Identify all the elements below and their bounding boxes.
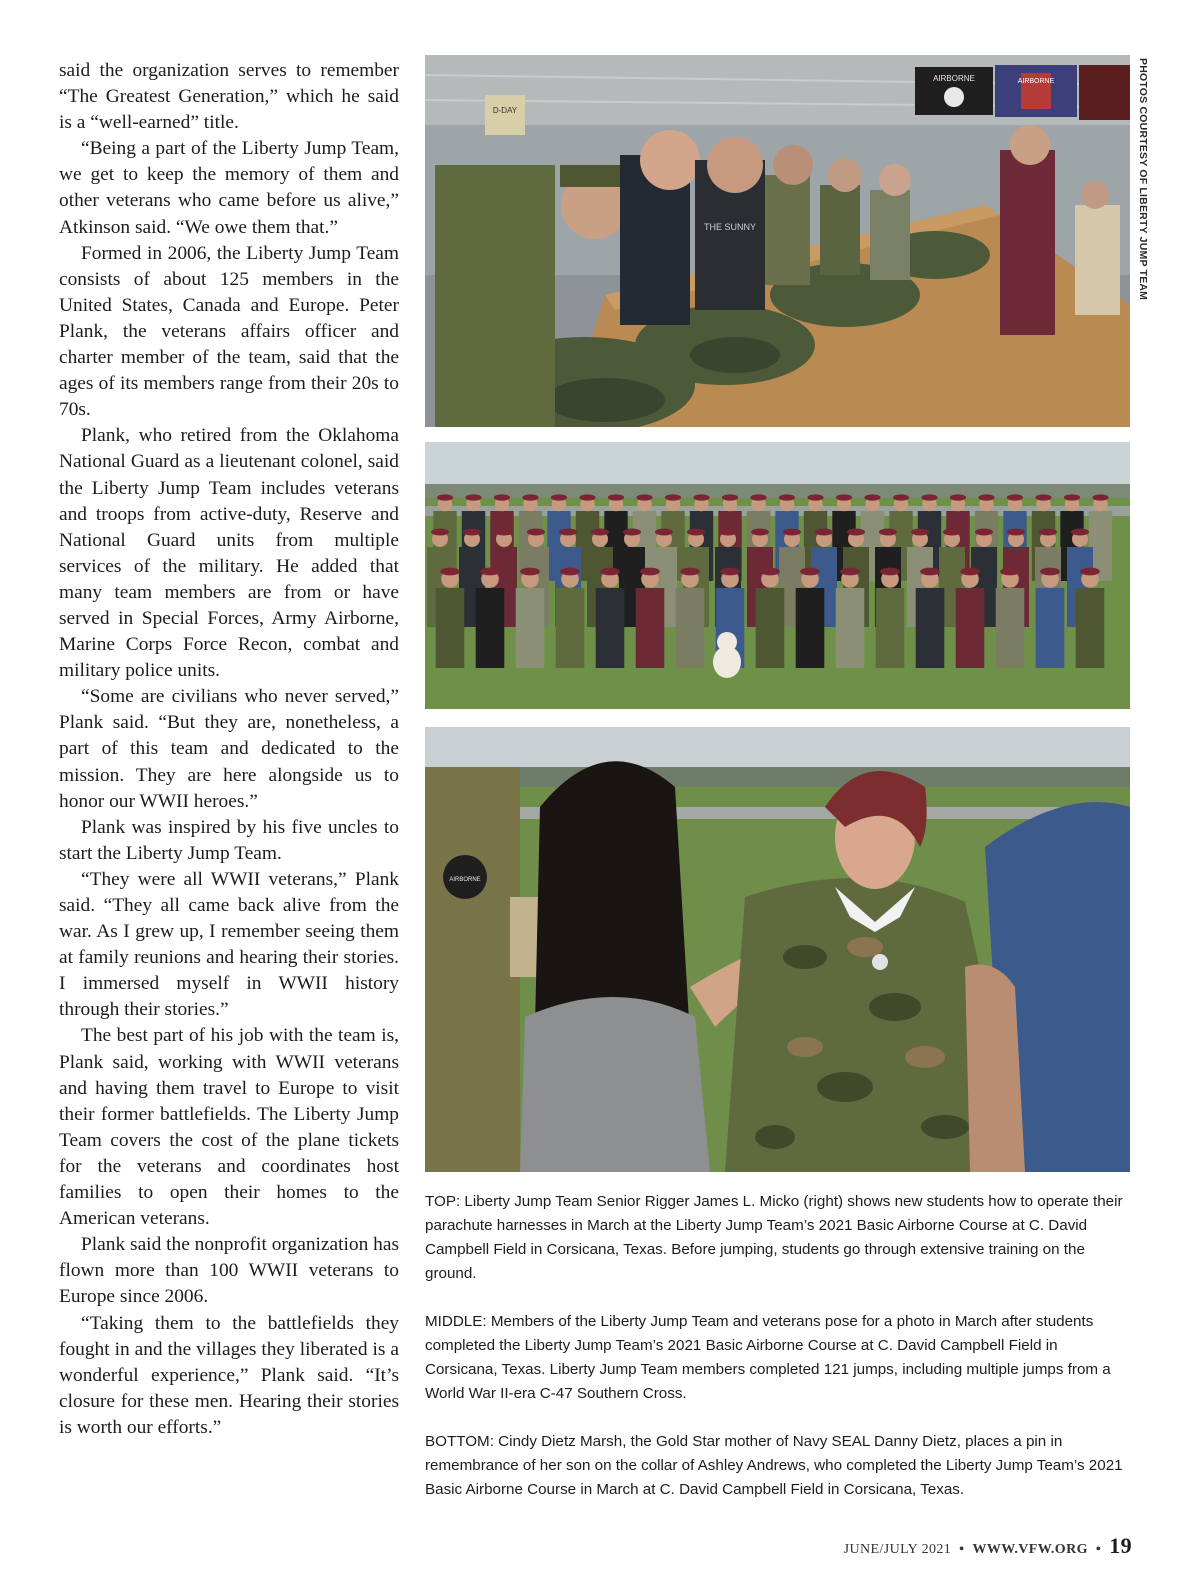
photo-group-portrait bbox=[425, 442, 1130, 709]
page-footer bbox=[844, 1533, 1132, 1559]
article-paragraph: Plank said the nonprofit organization has flown more than 100 WWII veterans to Europe since 2006. bbox=[59, 1234, 399, 1308]
flag-airborne-82-label: AIRBORNE bbox=[1017, 78, 1055, 85]
photo-credit: PHOTOS COURTESY OF LIBERTY JUMP TEAM bbox=[1137, 58, 1149, 301]
website-link[interactable]: WWW.VFW.ORG bbox=[972, 1542, 1088, 1557]
tshirt-print: THE SUNNY bbox=[703, 222, 757, 232]
article-paragraph: “They were all WWII veterans,” Plank said. “They all came back alive from the war. As I grew up, I remember seeing them at family reunions and hearing their stories. I immersed myself in WWII history through their stories.” bbox=[59, 868, 399, 1021]
airborne-patch-label: AIRBORNE bbox=[449, 877, 481, 883]
article-paragraph: “Being a part of the Liberty Jump Team, we get to keep the memory of them and other veterans who came before us alive,” Atkinson said. “We owe them that.” bbox=[59, 138, 399, 238]
article-paragraph: The best part of his job with the team is, Plank said, working with WWII veterans and having them travel to Europe to visit their former battlefields. The Liberty Jump Team covers the cost of the plane tickets for the veterans and coordinates host families to open their homes to the American veterans. bbox=[59, 1025, 399, 1230]
issue-date: JUNE/JULY 2021 bbox=[843, 1542, 952, 1557]
page-number: 19 bbox=[1109, 1533, 1132, 1558]
flag-airborne-101-label: AIRBORNE bbox=[933, 74, 975, 83]
photo-captions bbox=[425, 1190, 1130, 1502]
caption-top: TOP: Liberty Jump Team Senior Rigger James L. Micko (right) shows new students how to operate their parachute harnesses in March at the Liberty Jump Team’s 2021 Basic Airborne Course at C. David Campbell Field in Corsicana, Texas. Before jumping, students go through extensive training on the ground. bbox=[425, 1193, 1123, 1282]
photo-pin-ceremony bbox=[425, 727, 1130, 1172]
article-paragraph: “Taking them to the battlefields they fought in and the villages they liberated is a wonderful experience,” Plank said. “It’s closure for these men. Hearing their stories is worth our efforts.” bbox=[59, 1312, 399, 1438]
caption-middle: MIDDLE: Members of the Liberty Jump Team and veterans pose for a photo in March after students completed the Liberty Jump Team’s 2021 Basic Airborne Course at C. David Campbell Field in Corsicana, Texas. Liberty Jump Team members completed 121 jumps, including multiple jumps from a World War II-era C-47 Southern Cross. bbox=[425, 1313, 1111, 1402]
caption-bottom: BOTTOM: Cindy Dietz Marsh, the Gold Star mother of Navy SEAL Danny Dietz, places a pin in remembrance of her son on the collar of Ashley Andrews, who completed the Liberty Jump Team’s 2021 Basic Airborne Course in March at C. David Campbell Field in Corsicana, Texas. bbox=[425, 1433, 1123, 1498]
footer-separator: • bbox=[959, 1542, 965, 1557]
footer-separator: • bbox=[1095, 1542, 1102, 1557]
dday-sign-label: D-DAY bbox=[492, 106, 518, 115]
article-paragraph: “Some are civilians who never served,” Plank said. “But they are, nonetheless, a part of this team and dedicated to the mission. They are here alongside us to honor our WWII heroes.” bbox=[59, 686, 399, 812]
article-paragraph: Plank was inspired by his five uncles to start the Liberty Jump Team. bbox=[59, 816, 399, 864]
article-body bbox=[59, 58, 399, 1441]
article-paragraph: Formed in 2006, the Liberty Jump Team consists of about 125 members in the United States, Canada and Europe. Peter Plank, the veterans affairs officer and charter member of the team, said that the ages of its members range from their 20s to 70s. bbox=[59, 242, 399, 421]
article-paragraph: Plank, who retired from the Oklahoma National Guard as a lieutenant colonel, said the Liberty Jump Team includes veterans and troops from active-duty, Reserve and National Guard units from multiple services of the military. He added that many team members are from or have served in Special Forces, Army Airborne, Marine Corps Force Recon, combat and military police units. bbox=[59, 425, 399, 682]
photo-parachute-training bbox=[425, 55, 1130, 427]
article-paragraph: said the organization serves to remember “The Greatest Generation,” which he said is a “well-earned” title. bbox=[59, 60, 399, 134]
